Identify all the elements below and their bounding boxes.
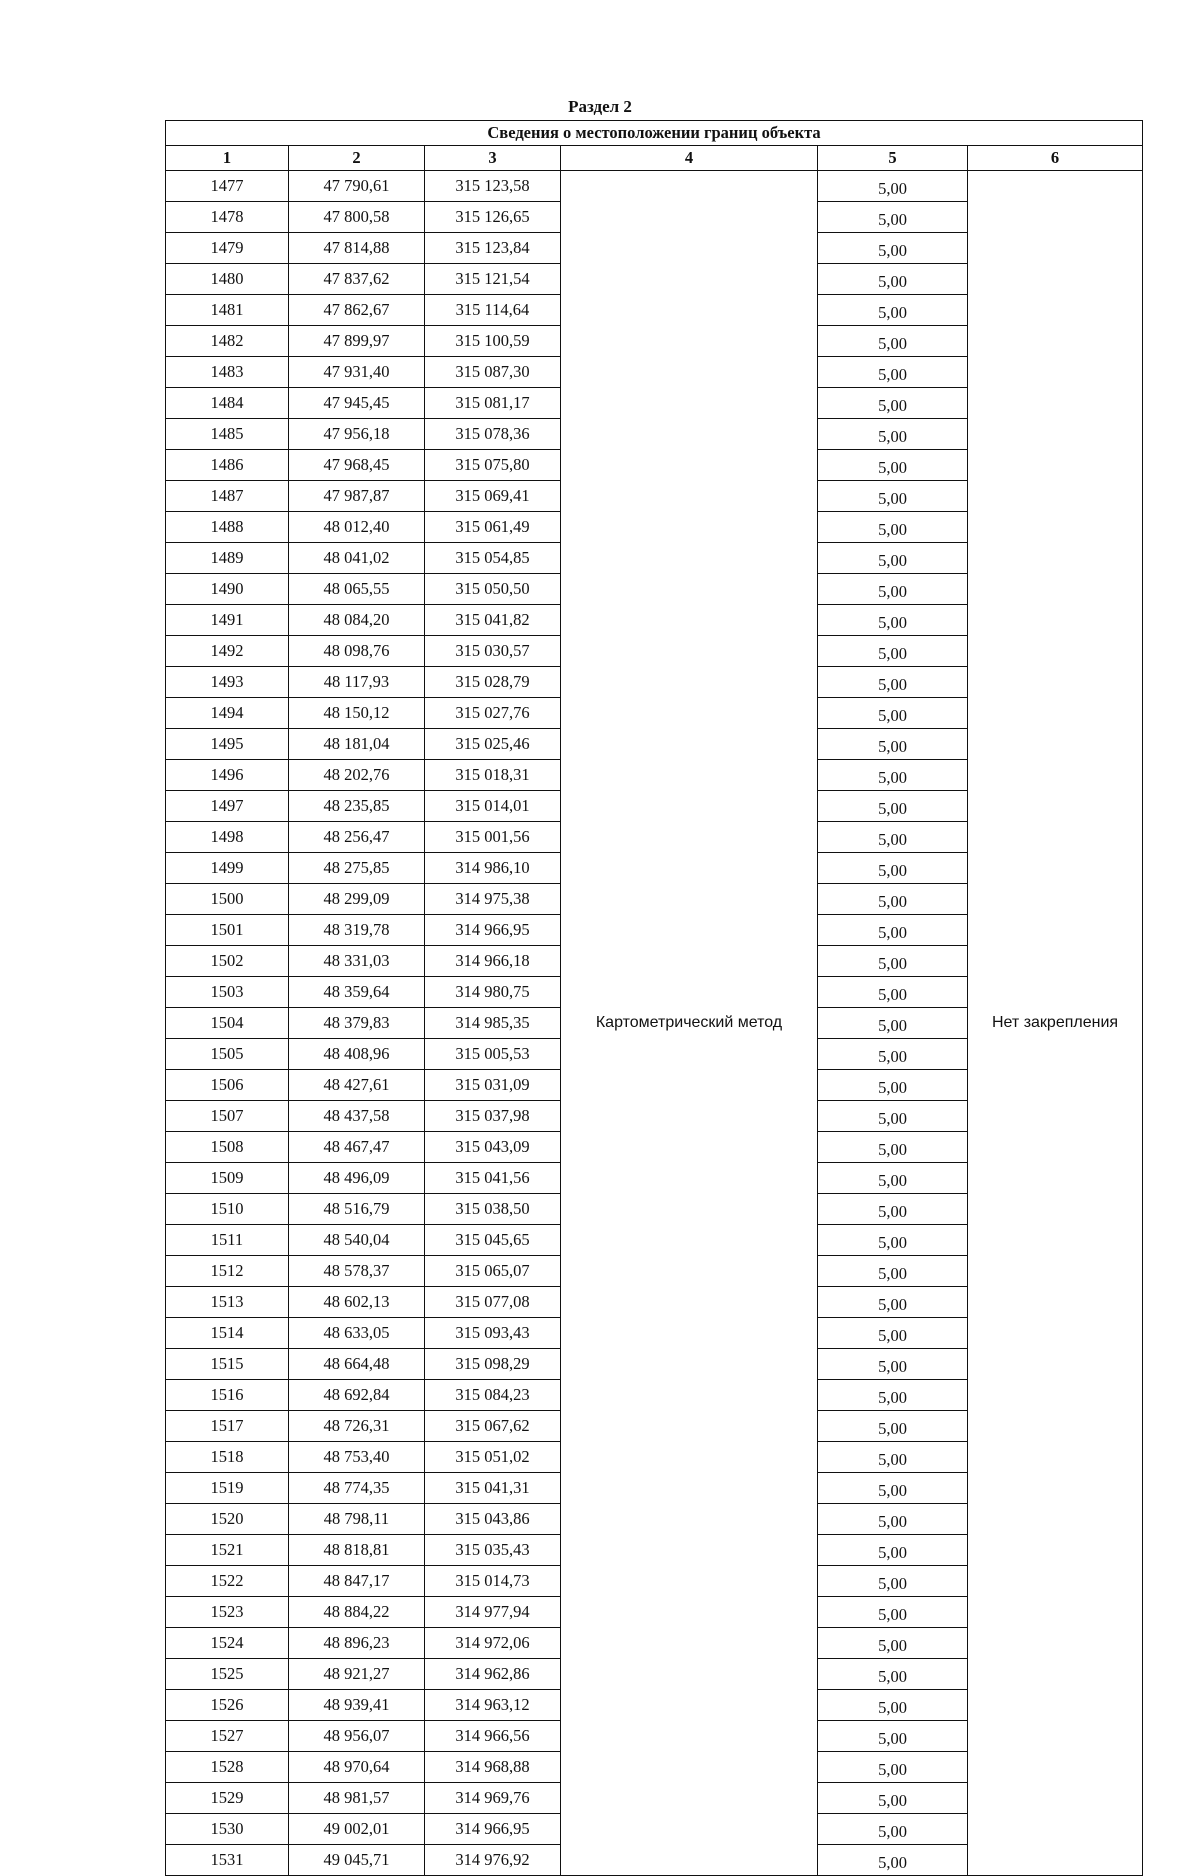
x-coordinate-cell: 48 578,37 [289, 1256, 425, 1287]
point-number-cell: 1522 [166, 1566, 289, 1597]
x-coordinate-cell: 48 847,17 [289, 1566, 425, 1597]
accuracy-cell: 5,00 [818, 1442, 968, 1473]
y-coordinate-cell: 315 014,73 [425, 1566, 561, 1597]
fixation-cell: Нет закрепления [968, 171, 1143, 1876]
accuracy-cell: 5,00 [818, 1380, 968, 1411]
y-coordinate-cell: 315 123,84 [425, 233, 561, 264]
x-coordinate-cell: 48 467,47 [289, 1132, 425, 1163]
y-coordinate-cell: 314 985,35 [425, 1008, 561, 1039]
y-coordinate-cell: 315 041,56 [425, 1163, 561, 1194]
y-coordinate-cell: 315 027,76 [425, 698, 561, 729]
x-coordinate-cell: 48 098,76 [289, 636, 425, 667]
section-title: Раздел 2 [568, 97, 632, 116]
y-coordinate-cell: 314 966,56 [425, 1721, 561, 1752]
x-coordinate-cell: 48 774,35 [289, 1473, 425, 1504]
accuracy-cell: 5,00 [818, 1132, 968, 1163]
x-coordinate-cell: 48 359,64 [289, 977, 425, 1008]
point-number-cell: 1530 [166, 1814, 289, 1845]
point-number-cell: 1523 [166, 1597, 289, 1628]
accuracy-cell: 5,00 [818, 233, 968, 264]
x-coordinate-cell: 48 602,13 [289, 1287, 425, 1318]
x-coordinate-cell: 48 956,07 [289, 1721, 425, 1752]
point-number-cell: 1531 [166, 1845, 289, 1876]
y-coordinate-cell: 315 038,50 [425, 1194, 561, 1225]
x-coordinate-cell: 48 202,76 [289, 760, 425, 791]
y-coordinate-cell: 314 968,88 [425, 1752, 561, 1783]
x-coordinate-cell: 48 012,40 [289, 512, 425, 543]
y-coordinate-cell: 315 045,65 [425, 1225, 561, 1256]
x-coordinate-cell: 47 956,18 [289, 419, 425, 450]
x-coordinate-cell: 48 896,23 [289, 1628, 425, 1659]
y-coordinate-cell: 315 100,59 [425, 326, 561, 357]
x-coordinate-cell: 48 319,78 [289, 915, 425, 946]
point-number-cell: 1478 [166, 202, 289, 233]
y-coordinate-cell: 315 121,54 [425, 264, 561, 295]
point-number-cell: 1491 [166, 605, 289, 636]
accuracy-cell: 5,00 [818, 1628, 968, 1659]
x-coordinate-cell: 47 945,45 [289, 388, 425, 419]
accuracy-cell: 5,00 [818, 977, 968, 1008]
x-coordinate-cell: 47 862,67 [289, 295, 425, 326]
accuracy-cell: 5,00 [818, 450, 968, 481]
accuracy-cell: 5,00 [818, 946, 968, 977]
y-coordinate-cell: 315 075,80 [425, 450, 561, 481]
accuracy-cell: 5,00 [818, 636, 968, 667]
accuracy-cell: 5,00 [818, 419, 968, 450]
x-coordinate-cell: 48 921,27 [289, 1659, 425, 1690]
point-number-cell: 1488 [166, 512, 289, 543]
y-coordinate-cell: 315 051,02 [425, 1442, 561, 1473]
point-number-cell: 1524 [166, 1628, 289, 1659]
point-number-cell: 1480 [166, 264, 289, 295]
y-coordinate-cell: 315 005,53 [425, 1039, 561, 1070]
y-coordinate-cell: 315 028,79 [425, 667, 561, 698]
point-number-cell: 1516 [166, 1380, 289, 1411]
point-number-cell: 1477 [166, 171, 289, 202]
y-coordinate-cell: 314 975,38 [425, 884, 561, 915]
column-header: 1 [166, 146, 289, 171]
accuracy-cell: 5,00 [818, 202, 968, 233]
x-coordinate-cell: 48 408,96 [289, 1039, 425, 1070]
column-header: 6 [968, 146, 1143, 171]
y-coordinate-cell: 315 001,56 [425, 822, 561, 853]
y-coordinate-cell: 315 018,31 [425, 760, 561, 791]
accuracy-cell: 5,00 [818, 1504, 968, 1535]
point-number-cell: 1525 [166, 1659, 289, 1690]
y-coordinate-cell: 315 067,62 [425, 1411, 561, 1442]
point-number-cell: 1515 [166, 1349, 289, 1380]
point-number-cell: 1507 [166, 1101, 289, 1132]
accuracy-cell: 5,00 [818, 698, 968, 729]
boundary-table [165, 120, 1143, 1876]
x-coordinate-cell: 47 968,45 [289, 450, 425, 481]
x-coordinate-cell: 48 299,09 [289, 884, 425, 915]
point-number-cell: 1529 [166, 1783, 289, 1814]
y-coordinate-cell: 315 061,49 [425, 512, 561, 543]
point-number-cell: 1508 [166, 1132, 289, 1163]
y-coordinate-cell: 314 977,94 [425, 1597, 561, 1628]
table-row [166, 171, 1143, 202]
x-coordinate-cell: 48 065,55 [289, 574, 425, 605]
point-number-cell: 1487 [166, 481, 289, 512]
x-coordinate-cell: 49 002,01 [289, 1814, 425, 1845]
accuracy-cell: 5,00 [818, 791, 968, 822]
point-number-cell: 1511 [166, 1225, 289, 1256]
y-coordinate-cell: 315 043,09 [425, 1132, 561, 1163]
accuracy-cell: 5,00 [818, 1690, 968, 1721]
point-number-cell: 1526 [166, 1690, 289, 1721]
point-number-cell: 1506 [166, 1070, 289, 1101]
y-coordinate-cell: 315 031,09 [425, 1070, 561, 1101]
point-number-cell: 1481 [166, 295, 289, 326]
point-number-cell: 1500 [166, 884, 289, 915]
y-coordinate-cell: 314 966,95 [425, 915, 561, 946]
x-coordinate-cell: 48 256,47 [289, 822, 425, 853]
point-number-cell: 1498 [166, 822, 289, 853]
x-coordinate-cell: 47 899,97 [289, 326, 425, 357]
y-coordinate-cell: 315 043,86 [425, 1504, 561, 1535]
point-number-cell: 1514 [166, 1318, 289, 1349]
point-number-cell: 1499 [166, 853, 289, 884]
x-coordinate-cell: 48 496,09 [289, 1163, 425, 1194]
y-coordinate-cell: 314 972,06 [425, 1628, 561, 1659]
x-coordinate-cell: 49 045,71 [289, 1845, 425, 1876]
accuracy-cell: 5,00 [818, 171, 968, 202]
table-body [166, 171, 1143, 1876]
accuracy-cell: 5,00 [818, 1752, 968, 1783]
x-coordinate-cell: 48 692,84 [289, 1380, 425, 1411]
accuracy-cell: 5,00 [818, 667, 968, 698]
accuracy-cell: 5,00 [818, 1225, 968, 1256]
y-coordinate-cell: 315 093,43 [425, 1318, 561, 1349]
accuracy-cell: 5,00 [818, 1070, 968, 1101]
accuracy-cell: 5,00 [818, 295, 968, 326]
accuracy-cell: 5,00 [818, 1287, 968, 1318]
accuracy-cell: 5,00 [818, 605, 968, 636]
accuracy-cell: 5,00 [818, 1163, 968, 1194]
accuracy-cell: 5,00 [818, 1597, 968, 1628]
y-coordinate-cell: 315 084,23 [425, 1380, 561, 1411]
point-number-cell: 1494 [166, 698, 289, 729]
x-coordinate-cell: 48 726,31 [289, 1411, 425, 1442]
accuracy-cell: 5,00 [818, 729, 968, 760]
point-number-cell: 1484 [166, 388, 289, 419]
x-coordinate-cell: 48 427,61 [289, 1070, 425, 1101]
y-coordinate-cell: 315 025,46 [425, 729, 561, 760]
x-coordinate-cell: 48 753,40 [289, 1442, 425, 1473]
y-coordinate-cell: 315 087,30 [425, 357, 561, 388]
y-coordinate-cell: 315 065,07 [425, 1256, 561, 1287]
point-number-cell: 1483 [166, 357, 289, 388]
accuracy-cell: 5,00 [818, 1814, 968, 1845]
point-number-cell: 1513 [166, 1287, 289, 1318]
x-coordinate-cell: 48 633,05 [289, 1318, 425, 1349]
point-number-cell: 1486 [166, 450, 289, 481]
y-coordinate-cell: 314 976,92 [425, 1845, 561, 1876]
table-caption: Сведения о местоположении границ объекта [166, 121, 1143, 146]
x-coordinate-cell: 47 837,62 [289, 264, 425, 295]
y-coordinate-cell: 315 126,65 [425, 202, 561, 233]
accuracy-cell: 5,00 [818, 853, 968, 884]
accuracy-cell: 5,00 [818, 1721, 968, 1752]
y-coordinate-cell: 315 030,57 [425, 636, 561, 667]
point-number-cell: 1503 [166, 977, 289, 1008]
accuracy-cell: 5,00 [818, 264, 968, 295]
accuracy-cell: 5,00 [818, 1039, 968, 1070]
accuracy-cell: 5,00 [818, 1659, 968, 1690]
y-coordinate-cell: 314 966,18 [425, 946, 561, 977]
x-coordinate-cell: 48 970,64 [289, 1752, 425, 1783]
x-coordinate-cell: 48 437,58 [289, 1101, 425, 1132]
x-coordinate-cell: 48 664,48 [289, 1349, 425, 1380]
accuracy-cell: 5,00 [818, 1473, 968, 1504]
accuracy-cell: 5,00 [818, 357, 968, 388]
y-coordinate-cell: 314 966,95 [425, 1814, 561, 1845]
point-number-cell: 1510 [166, 1194, 289, 1225]
point-number-cell: 1492 [166, 636, 289, 667]
accuracy-cell: 5,00 [818, 388, 968, 419]
point-number-cell: 1495 [166, 729, 289, 760]
y-coordinate-cell: 315 041,31 [425, 1473, 561, 1504]
y-coordinate-cell: 315 123,58 [425, 171, 561, 202]
column-header: 2 [289, 146, 425, 171]
accuracy-cell: 5,00 [818, 1535, 968, 1566]
point-number-cell: 1527 [166, 1721, 289, 1752]
point-number-cell: 1479 [166, 233, 289, 264]
point-number-cell: 1512 [166, 1256, 289, 1287]
x-coordinate-cell: 47 790,61 [289, 171, 425, 202]
y-coordinate-cell: 314 962,86 [425, 1659, 561, 1690]
y-coordinate-cell: 314 980,75 [425, 977, 561, 1008]
accuracy-cell: 5,00 [818, 574, 968, 605]
x-coordinate-cell: 48 798,11 [289, 1504, 425, 1535]
y-coordinate-cell: 314 969,76 [425, 1783, 561, 1814]
y-coordinate-cell: 315 037,98 [425, 1101, 561, 1132]
point-number-cell: 1502 [166, 946, 289, 977]
point-number-cell: 1482 [166, 326, 289, 357]
point-number-cell: 1501 [166, 915, 289, 946]
y-coordinate-cell: 315 098,29 [425, 1349, 561, 1380]
accuracy-cell: 5,00 [818, 1411, 968, 1442]
y-coordinate-cell: 315 035,43 [425, 1535, 561, 1566]
x-coordinate-cell: 48 939,41 [289, 1690, 425, 1721]
x-coordinate-cell: 48 331,03 [289, 946, 425, 977]
accuracy-cell: 5,00 [818, 1008, 968, 1039]
y-coordinate-cell: 315 078,36 [425, 419, 561, 450]
point-number-cell: 1528 [166, 1752, 289, 1783]
y-coordinate-cell: 315 041,82 [425, 605, 561, 636]
x-coordinate-cell: 48 117,93 [289, 667, 425, 698]
x-coordinate-cell: 48 379,83 [289, 1008, 425, 1039]
x-coordinate-cell: 48 084,20 [289, 605, 425, 636]
x-coordinate-cell: 47 800,58 [289, 202, 425, 233]
x-coordinate-cell: 48 275,85 [289, 853, 425, 884]
x-coordinate-cell: 48 150,12 [289, 698, 425, 729]
y-coordinate-cell: 315 114,64 [425, 295, 561, 326]
y-coordinate-cell: 315 077,08 [425, 1287, 561, 1318]
accuracy-cell: 5,00 [818, 1845, 968, 1876]
point-number-cell: 1504 [166, 1008, 289, 1039]
column-header: 5 [818, 146, 968, 171]
accuracy-cell: 5,00 [818, 512, 968, 543]
point-number-cell: 1489 [166, 543, 289, 574]
point-number-cell: 1497 [166, 791, 289, 822]
point-number-cell: 1485 [166, 419, 289, 450]
point-number-cell: 1509 [166, 1163, 289, 1194]
x-coordinate-cell: 48 181,04 [289, 729, 425, 760]
column-header: 4 [561, 146, 818, 171]
y-coordinate-cell: 315 050,50 [425, 574, 561, 605]
y-coordinate-cell: 315 069,41 [425, 481, 561, 512]
point-number-cell: 1519 [166, 1473, 289, 1504]
x-coordinate-cell: 48 818,81 [289, 1535, 425, 1566]
accuracy-cell: 5,00 [818, 884, 968, 915]
accuracy-cell: 5,00 [818, 1194, 968, 1225]
y-coordinate-cell: 315 054,85 [425, 543, 561, 574]
accuracy-cell: 5,00 [818, 760, 968, 791]
point-number-cell: 1496 [166, 760, 289, 791]
accuracy-cell: 5,00 [818, 1101, 968, 1132]
point-number-cell: 1493 [166, 667, 289, 698]
point-number-cell: 1518 [166, 1442, 289, 1473]
accuracy-cell: 5,00 [818, 481, 968, 512]
accuracy-cell: 5,00 [818, 326, 968, 357]
column-header: 3 [425, 146, 561, 171]
point-number-cell: 1505 [166, 1039, 289, 1070]
y-coordinate-cell: 315 014,01 [425, 791, 561, 822]
point-number-cell: 1490 [166, 574, 289, 605]
point-number-cell: 1517 [166, 1411, 289, 1442]
accuracy-cell: 5,00 [818, 915, 968, 946]
y-coordinate-cell: 314 963,12 [425, 1690, 561, 1721]
accuracy-cell: 5,00 [818, 1783, 968, 1814]
x-coordinate-cell: 48 884,22 [289, 1597, 425, 1628]
accuracy-cell: 5,00 [818, 1318, 968, 1349]
method-cell: Картометрический метод [561, 171, 818, 1876]
point-number-cell: 1520 [166, 1504, 289, 1535]
x-coordinate-cell: 47 814,88 [289, 233, 425, 264]
accuracy-cell: 5,00 [818, 1566, 968, 1597]
x-coordinate-cell: 48 516,79 [289, 1194, 425, 1225]
x-coordinate-cell: 48 235,85 [289, 791, 425, 822]
accuracy-cell: 5,00 [818, 822, 968, 853]
x-coordinate-cell: 47 931,40 [289, 357, 425, 388]
y-coordinate-cell: 315 081,17 [425, 388, 561, 419]
accuracy-cell: 5,00 [818, 543, 968, 574]
accuracy-cell: 5,00 [818, 1349, 968, 1380]
accuracy-cell: 5,00 [818, 1256, 968, 1287]
y-coordinate-cell: 314 986,10 [425, 853, 561, 884]
x-coordinate-cell: 48 041,02 [289, 543, 425, 574]
x-coordinate-cell: 48 540,04 [289, 1225, 425, 1256]
x-coordinate-cell: 47 987,87 [289, 481, 425, 512]
point-number-cell: 1521 [166, 1535, 289, 1566]
x-coordinate-cell: 48 981,57 [289, 1783, 425, 1814]
